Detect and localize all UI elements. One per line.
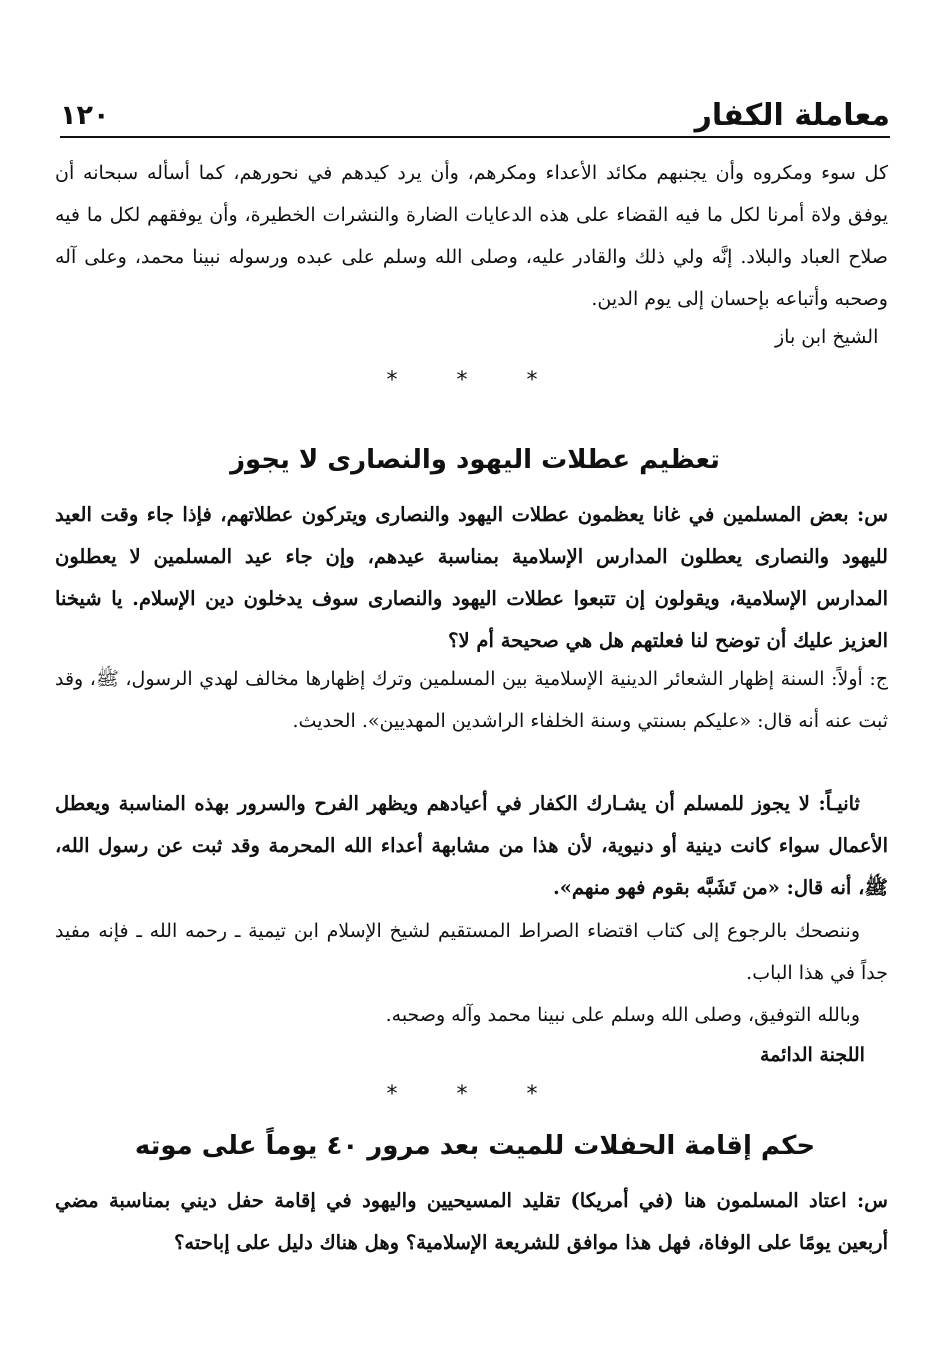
section-heading-forty-days: حكم إقامة الحفلات للميت بعد مرور ٤٠ يوماً على موته	[134, 1131, 816, 1161]
question-forty-days: س: اعتاد المسلمون هنا (في أمريكا) تقليد المسيحيين واليهود في إقامة حفل ديني بمناسبة مضي أربعين يومًا على الوفاة، فهل هذا موافق للشريعة الإسلامية؟ وهل هناك دليل على إباحته؟	[55, 1189, 888, 1254]
page-header	[60, 84, 890, 138]
closing-paragraph: كل سوء ومكروه وأن يجنبهم مكائد الأعداء ومكرهم، وأن يرد كيدهم في نحورهم، كما أسأله سبحانه أن يوفق ولاة أمرنا لكل ما فيه القضاء على هذه الدعايات الضارة والنشرات الخطيرة، وأن يوفقهم لكل ما فيه صلاح العباد والبلاد. إنَّه ولي ذلك والقادر عليه، وصلى الله وسلم على عبده ورسوله نبينا محمد، وعلى آله وصحبه وأتباعه بإحسان إلى يوم الدين.	[55, 162, 888, 310]
signature-permanent-committee: اللجنة الدائمة	[760, 1044, 865, 1066]
question-holidays: س: بعض المسلمين في غانا يعظمون عطلات اليهود والنصارى ويتركون عطلاتهم، فإذا جاء وقت العيد لليهود والنصارى يعطلون المدارس الإسلامية بمناسبة عيدهم، وإن جاء عيد المسلمين لا يعطلون المدارس الإسلامية، ويقولون إن تتبعوا عطلات اليهود والنصارى سوف يدخلون دين الإسلام. يا شيخنا العزيز عليك أن توضح لنا فعلتهم هل هي صحيحة أم لا؟	[55, 503, 888, 652]
signature-ibn-baz: الشيخ ابن باز	[775, 326, 879, 348]
running-title: معاملة الكفار	[694, 98, 890, 133]
section-separator-2: * * *	[386, 1082, 564, 1107]
page-number: ١٢٠	[60, 100, 110, 131]
closing-prayer: وبالله التوفيق، وصلى الله وسلم على نبينا محمد وآله وصحبه.	[385, 1004, 860, 1026]
advice-paragraph: وننصحك بالرجوع إلى كتاب اقتضاء الصراط المستقيم لشيخ الإسلام ابن تيمية ـ رحمه الله ـ فإنه مفيد جداً في هذا الباب.	[55, 920, 888, 984]
answer-first-point: ج: أولاً: السنة إظهار الشعائر الدينية الإسلامية بين المسلمين وترك إظهارها مخالف لهدي الرسول، ﷺ، وقد ثبت عنه أنه قال: «عليكم بسنتي وسنة الخلفاء الراشدين المهديين». الحديث.	[55, 668, 888, 732]
section-separator: * * *	[386, 368, 564, 393]
section-heading-holidays: تعظيم عطلات اليهود والنصارى لا يجوز	[230, 445, 720, 475]
answer-second-point: ثانيـاً: لا يجوز للمسلم أن يشـارك الكفار في أعيادهم ويظهر الفرح والسرور بهذه المناسبة ويعطل الأعمال سواء كانت دينية أو دنيوية، لأن هذا من مشابهة أعداء الله المحرمة وقد ثبت عن رسول الله، ﷺ، أنه قال: «من تَشَبَّه بقوم فهو منهم».	[55, 792, 888, 899]
